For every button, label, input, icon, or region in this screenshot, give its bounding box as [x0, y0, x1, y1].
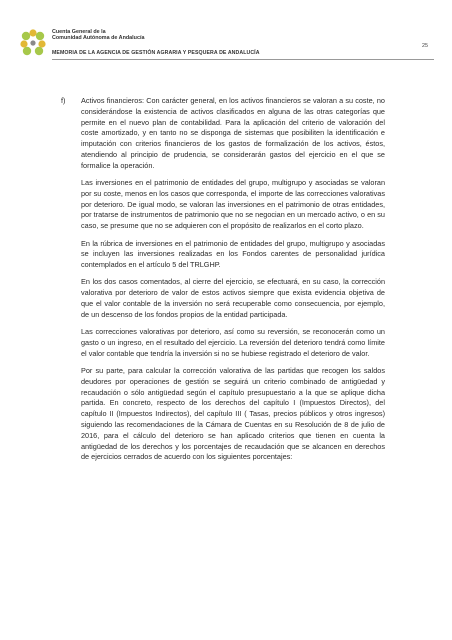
organization-name: [52, 29, 144, 42]
paragraph-text: Activos financieros: Con carácter general, en los activos financieros se valoran a su coste, no considerándose la existencia de activos clasificados en alguna de las otras categorías que permite en el nuevo plan de contabilidad. Para la aplicación del criterio de valoración del coste amortizado, y en tanto no se disponga de sistemas que posibiliten la identificación e imputación con criterios financieros de los gastos de formalización de los activos, éstos, atendiendo al principio de prudencia, se considerarán gastos del ejercicio en el que se formalice la operación.: [81, 96, 385, 170]
junta-andalucia-logo: [18, 28, 48, 58]
paragraph: Las inversiones en el patrimonio de entidades del grupo, multigrupo y asociadas se valoran por su coste, menos en los casos que corresponda, el importe de las correcciones valorativas por deterioro. De igual modo, se valoran las inversiones en el patrimonio de otras entidades, por tratarse de instrumentos de patrimonio que no se negocian en un mercado activo, o en su caso, se presume que no se adquieren con el propósito de realizarlos en el corto plazo.: [81, 178, 385, 231]
org-line-2: Comunidad Autónoma de Andalucía: [52, 35, 145, 42]
paragraph: En los dos casos comentados, al cierre del ejercicio, se efectuará, en su caso, la corrección valorativa por deterioro de valor de estos activos siempre que exista evidencia objetiva de que el valor contable de la inversión no será recuperable como consecuencia, por ejemplo, de un descenso de los fondos propios de la entidad participada.: [81, 277, 385, 319]
page-header: [18, 26, 434, 66]
header-divider: [52, 59, 434, 60]
paragraph: En la rúbrica de inversiones en el patrimonio de entidades del grupo, multigrupo y asociadas se incluyen las inversiones realizadas en los Fondos carentes de personalidad jurídica contemplados en el artículo 5 del TRLGHP.: [81, 238, 385, 270]
body-text: [61, 96, 385, 470]
paragraph: Las correcciones valorativas por deterioro, así como su reversión, se reconocerán como un gasto o un ingreso, en el resultado del ejercicio. La reversión del deterioro tendrá como límite el valor contable que tendría la inversión si no se hubiese registrado el deterioro de valor.: [81, 327, 385, 358]
paragraph: Por su parte, para calcular la corrección valorativa de las partidas que recogen los saldos deudores por operaciones de gestión se seguirá un criterio combinado de antigüedad y recaudación o sólo antigüedad según el capítulo presupuestario a la que se aplique dicha partida. En concreto, respecto de los derechos del capítulo I (Impuestos Directos), del capítulo II (Impuestos Indirectos), del capítulo III ( Tasas, precios públicos y otros ingresos) siguiendo las recomendaciones de la Cámara de Cuentas en su Resolución de 8 de julio de 2016, para el cálculo del deterioro se han aplicado criterios que tienen en cuenta la antigüedad de los derechos y los porcentajes de recaudación que se alcancen en derechos de ejercicios cerrados de acuerdo con los siguientes porcentajes:: [81, 366, 385, 462]
list-marker: f): [61, 96, 66, 105]
document-title: MEMORIA DE LA AGENCIA DE GESTIÓN AGRARIA Y PESQUERA DE ANDALUCÍA: [52, 50, 260, 56]
page-number: 25: [422, 43, 428, 49]
paragraph-activos-financieros: [61, 96, 385, 172]
org-line-1: Cuenta General de la: [52, 29, 106, 35]
